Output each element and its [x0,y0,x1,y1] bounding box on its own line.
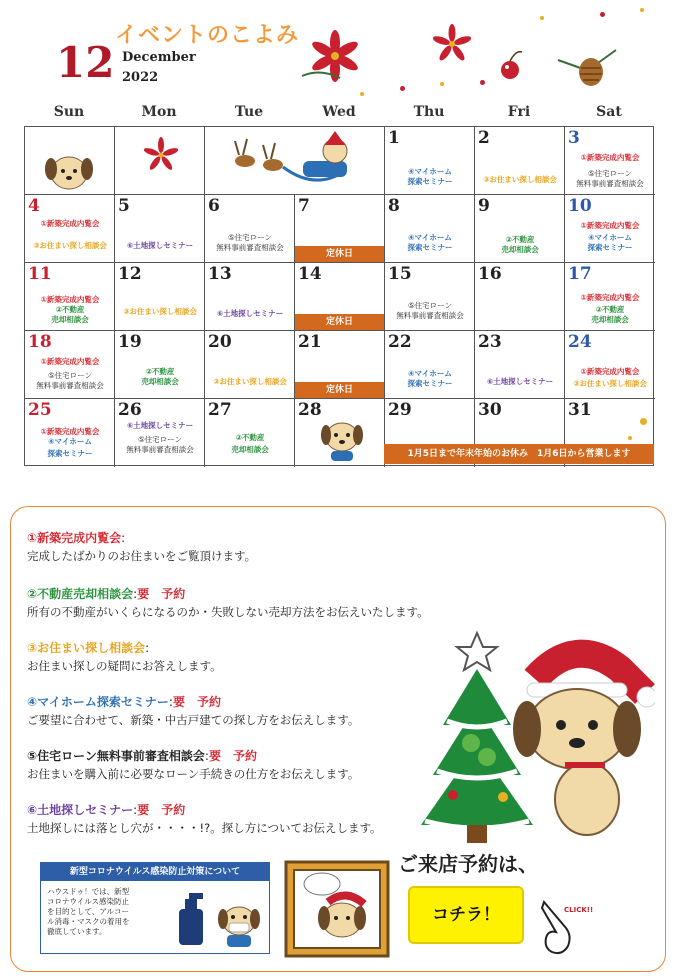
event-label: ②不動産 [55,305,85,314]
event-label: ⑥土地探しセミナー [486,377,554,386]
holiday-banner: 1月5日まで年末年始のお休み 1月6日から営業します [384,444,654,464]
event-label: ⑤住宅ローン [407,301,453,310]
legend-title: ②不動産売却相談会 [27,587,134,601]
day-number: 9 [478,196,490,216]
day-number: 19 [118,332,142,352]
calendar-cell [475,195,565,263]
day-number: 11 [28,264,52,284]
weekday-tue: Tue [234,104,264,120]
covid-line: コロナウイルス感染防止 [47,897,130,906]
poinsettia-icon [300,28,370,88]
event-label: ①新築完成内覧会 [580,367,640,376]
event-label: 売却相談会 [51,315,89,324]
event-label: ④マイホーム [408,167,452,176]
weekday-thu: Thu [413,104,445,120]
event-label: 無料事前審査相談会 [126,445,194,454]
day-number: 25 [28,400,52,420]
day-number: 15 [388,264,412,284]
legend-title: ⑥土地探しセミナー [27,803,134,817]
legend-colon: : [204,749,209,763]
click-label: CLICK!! [564,906,594,914]
calendar-cell [565,127,655,195]
calendar-cell [205,331,295,399]
day-number: 29 [388,400,412,420]
reservation-required: 要 予約 [137,803,186,817]
event-label: ②不動産 [235,433,265,442]
day-number: 30 [478,400,502,420]
event-label: ②不動産 [595,305,625,314]
day-number: 22 [388,332,412,352]
legend-item [27,529,256,565]
event-label: 探索セミナー [47,449,93,458]
day-number: 21 [298,332,322,352]
calendar-cell [475,127,565,195]
reservation-text: ご来店予約は、 [398,852,538,876]
legend-description: 土地探しには落とし穴が・・・・!?。探し方についてお伝えします。 [27,821,382,835]
event-label: 売却相談会 [141,377,179,386]
event-label: ⑤住宅ローン [227,233,273,242]
legend-colon: : [121,531,126,545]
day-number: 10 [568,196,592,216]
calendar-cell [295,331,385,399]
reservation-required: 要 予約 [137,587,186,601]
event-label: ②不動産 [145,367,175,376]
weekday-mon: Mon [141,104,177,120]
day-number: 6 [208,196,220,216]
month-number: 12 [56,38,115,87]
reindeer-sleigh-icon [225,131,375,191]
covid-line: ル消毒・マスクの着用を [47,917,130,926]
sanitizer-bottle-icon [173,891,209,947]
legend-title: ①新築完成内覧会 [27,531,122,545]
event-label: ⑤住宅ローン [137,435,183,444]
santa-dog-icon [505,639,655,839]
calendar-cell [205,399,295,467]
month-name: December [122,50,196,65]
day-number: 17 [568,264,592,284]
calendar-cell [115,263,205,331]
calendar-cell [205,263,295,331]
reservation-required: 要 予約 [208,749,257,763]
event-label: ④マイホーム [408,369,452,378]
covid-line: ハウスドゥ！では、新型 [47,887,130,896]
event-label: ③お住まい探し相談会 [573,379,647,388]
masked-dog-icon [213,897,265,949]
legend-title: ④マイホーム探索セミナー [27,695,169,709]
day-number: 14 [298,264,322,284]
event-label: 探索セミナー [407,379,453,388]
covid-line: 徹底しています。 [47,927,107,936]
calendar-cell [295,263,385,331]
legend-colon: : [168,695,173,709]
event-label: ④マイホーム [408,233,452,242]
legend-colon: : [145,641,150,655]
day-number: 3 [568,128,580,148]
legend-description: お住まい探しの疑問にお答えします。 [27,659,222,673]
calendar-cell [565,263,655,331]
closed-badge: 定休日 [295,314,384,330]
day-number: 28 [298,400,322,420]
event-label: 無料事前審査相談会 [36,381,104,390]
event-label: ⑤住宅ローン [47,371,93,380]
event-label: ①新築完成内覧会 [40,357,100,366]
poinsettia-small-icon [432,24,472,64]
calendar-cell [385,263,475,331]
legend-colon: : [133,587,138,601]
calendar-cell [475,331,565,399]
event-label: ③お住まい探し相談会 [483,175,557,184]
event-label: ①新築完成内覧会 [580,153,640,162]
legend-item [27,585,429,621]
event-label: 売却相談会 [231,445,269,454]
legend-colon: : [133,803,138,817]
calendar-cell [25,195,115,263]
legend-description: 所有の不動産がいくらになるのか・失敗しない売却方法をお伝えいたします。 [27,605,429,619]
legend-title: ⑤住宅ローン無料事前審査相談会 [27,749,205,763]
day-number: 16 [478,264,502,284]
event-label: ④マイホーム [588,233,632,242]
calendar-cell [205,195,295,263]
calendar-cell [25,399,115,467]
legend-description: ご要望に合わせて、新築・中古戸建ての探し方をお伝えします。 [27,713,360,727]
event-label: 探索セミナー [587,243,633,252]
event-label: 無料事前審査相談会 [396,311,464,320]
day-number: 13 [208,264,232,284]
event-label: ⑤住宅ローン [587,169,633,178]
calendar-cell-empty [25,127,115,195]
day-number: 23 [478,332,502,352]
legend-item [27,801,382,837]
event-label: ①新築完成内覧会 [40,219,100,228]
day-number: 4 [28,196,40,216]
day-number: 20 [208,332,232,352]
event-label: ⑥土地探しセミナー [126,241,194,250]
legend-item [27,693,359,729]
calendar-cell [475,263,565,331]
dog-icon [43,147,95,193]
event-label: 探索セミナー [407,243,453,252]
calendar-cell [385,331,475,399]
day-number: 7 [298,196,310,216]
dog-window-icon [284,860,390,958]
legend-description: 完成したばかりのお住まいをご覧頂けます。 [27,549,257,563]
event-label: 無料事前審査相談会 [576,179,644,188]
pinecone-icon [556,40,626,90]
event-label: 探索セミナー [407,177,453,186]
calendar-cell [25,263,115,331]
event-label: ①新築完成内覧会 [40,427,100,436]
year: 2022 [122,70,159,85]
calendar-cell [295,195,385,263]
calendar-header [0,0,683,100]
event-label: ③お住まい探し相談会 [123,307,197,316]
day-number: 24 [568,332,592,352]
day-number: 1 [388,128,400,148]
legend-title: ③お住まい探し相談会 [27,641,146,655]
day-number: 31 [568,400,592,420]
reservation-required: 要 予約 [172,695,221,709]
day-number: 12 [118,264,142,284]
calendar-cell [295,399,385,467]
poinsettia-icon [143,137,179,173]
day-number: 18 [28,332,52,352]
page-title: イベントのこよみ [115,23,300,48]
covid-description [47,887,167,937]
legend-description: お住まいを購入前に必要なローン手続きの仕方をお伝えします。 [27,767,360,781]
calendar-cell [385,195,475,263]
calendar-cell [25,331,115,399]
event-label: 無料事前審査相談会 [216,243,284,252]
day-number: 27 [208,400,232,420]
calendar-cell-empty [115,127,205,195]
legend-item [27,747,359,783]
day-number: 5 [118,196,130,216]
event-label: 売却相談会 [591,315,629,324]
weekday-row [24,104,654,124]
event-label: ①新築完成内覧会 [580,293,640,302]
covid-notice[interactable] [40,862,270,954]
calendar-cell [115,195,205,263]
weekday-wed: Wed [322,104,356,120]
calendar-cell [115,399,205,467]
weekday-sat: Sat [596,104,622,120]
event-label: ④マイホーム [48,437,92,446]
event-label: 売却相談会 [501,245,539,254]
calendar-cell-empty [205,127,385,195]
covid-line: を目的として、アルコー [47,907,130,916]
event-label: ③お住まい探し相談会 [213,377,287,386]
event-label: ⑥土地探しセミナー [126,421,194,430]
closed-badge: 定休日 [295,246,384,262]
calendar-cell [565,331,655,399]
calendar-cell [385,127,475,195]
closed-badge: 定休日 [295,382,384,398]
day-number: 8 [388,196,400,216]
weekday-fri: Fri [507,104,531,120]
legend-item [27,639,222,675]
calendar-cell [115,331,205,399]
event-label: ①新築完成内覧会 [40,295,100,304]
calendar-cell [565,195,655,263]
event-label: ②不動産 [505,235,535,244]
dog-icon [317,415,367,465]
calendar-grid [24,126,654,466]
covid-heading: 新型コロナウイルス感染防止対策について [41,863,269,881]
cherries-icon [498,48,532,82]
event-label: ③お住まい探し相談会 [33,241,107,250]
event-label: ①新築完成内覧会 [580,221,640,230]
day-number: 26 [118,400,142,420]
day-number: 2 [478,128,490,148]
weekday-sun: Sun [53,104,85,120]
event-label: ⑥土地探しセミナー [216,309,284,318]
reservation-button[interactable]: コチラ！ [408,886,524,944]
